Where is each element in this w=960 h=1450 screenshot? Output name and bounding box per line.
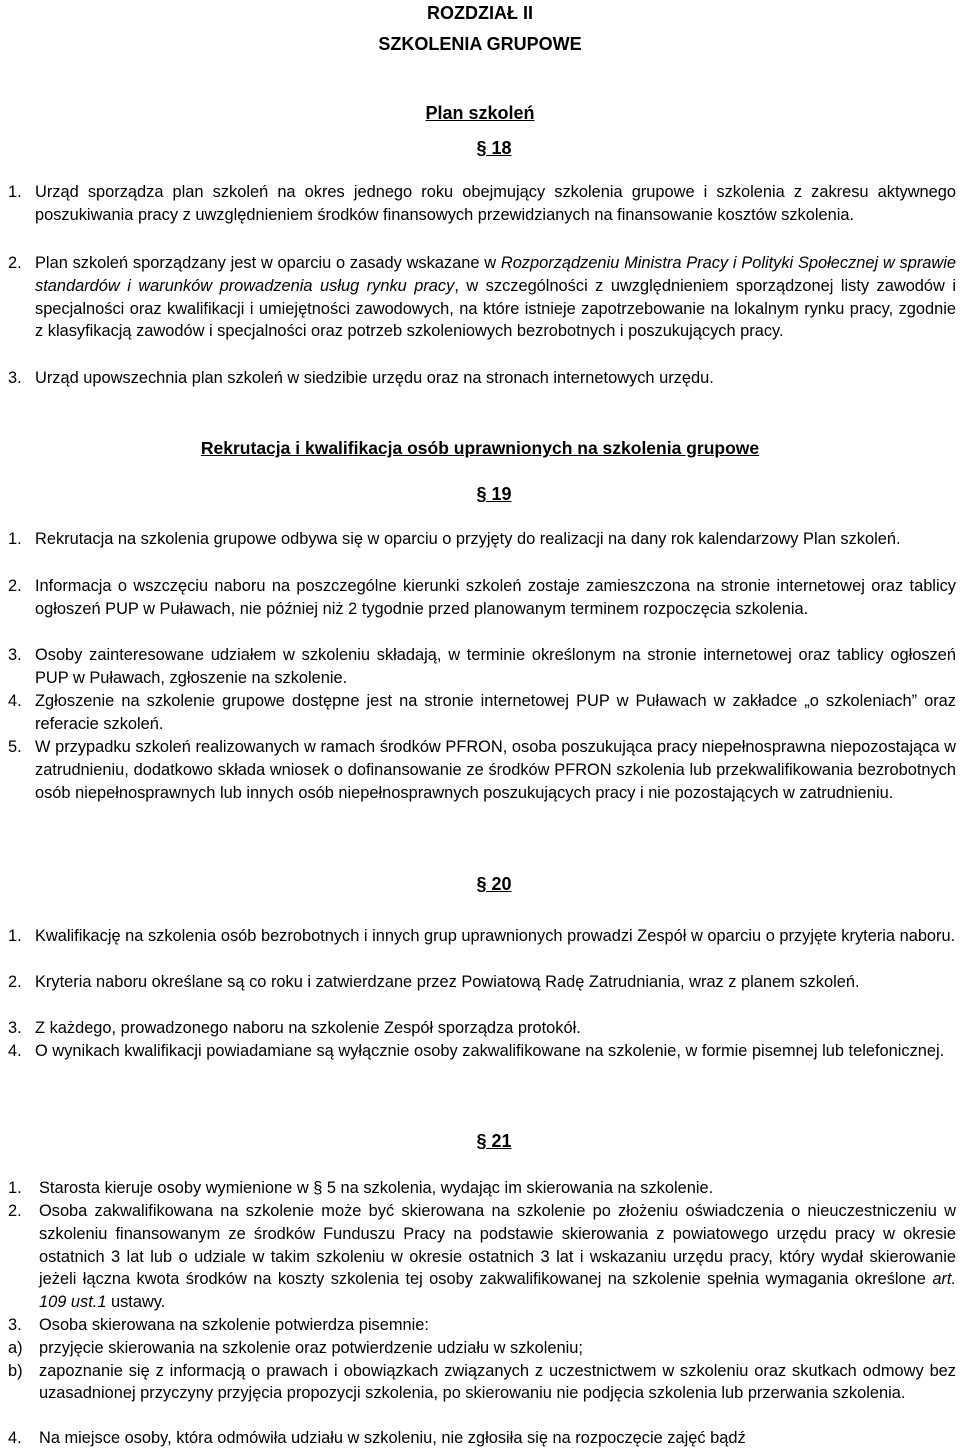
chapter-subtitle: SZKOLENIA GRUPOWE xyxy=(378,34,582,54)
legal-reference-italic: art. 109 ust.1 xyxy=(39,1270,956,1312)
list-item xyxy=(8,1177,956,1200)
item-text: Plan szkoleń sporządzany jest w oparciu o zasady wskazane w Rozporządzeniu Ministra Pracy i Polityki Społecznej w sprawie standardów i warunków prowadzenia usług rynku pracy, w szczególności z uwzględnieniem sporządzonej listy zawodów i specjalności oraz kwalifikacji i umiejętności zawodowych, na które istnieje zapotrzebowanie na lokalnym rynku pracy, zgodnie z klasyfikacją zawodów i specjalności oraz potrzeb szkoleniowych bezrobotnych i poszukujących pracy. xyxy=(35,254,957,341)
item-number: 4. xyxy=(8,692,22,710)
item-text: Kwalifikację na szkolenia osób bezrobotnych i innych grup uprawnionych prowadzi Zespół w oparciu o przyjęte kryteria naboru. xyxy=(35,927,956,945)
list-item xyxy=(8,367,956,390)
section-heading-recruitment: Rekrutacja i kwalifikacja osób uprawnionych na szkolenia grupowe xyxy=(200,438,760,458)
item-text: Starosta kieruje osoby wymienione w § 5 na szkolenia, wydając im skierowania na szkolenie. xyxy=(39,1179,714,1197)
item-text: Osoby zainteresowane udziałem w szkoleniu składają, w terminie określonym na stronie internetowej oraz tablicy ogłoszeń PUP w Puławach, zgłoszenie na szkolenie. xyxy=(35,646,956,687)
sub-list-item xyxy=(8,1337,956,1360)
chapter-title: ROZDZIAŁ II xyxy=(427,3,533,23)
list-item xyxy=(8,1017,956,1040)
item-number: 2. xyxy=(8,577,22,595)
item-number: 4. xyxy=(8,1429,22,1447)
item-number: 1. xyxy=(8,530,22,548)
item-number: 3. xyxy=(8,1316,22,1334)
section-heading-plan: Plan szkoleń xyxy=(425,103,535,123)
list-item xyxy=(8,971,956,994)
item-text: Zgłoszenie na szkolenie grupowe dostępne jest na stronie internetowej PUP w Puławach w zakładce „o szkoleniach” oraz referacie szkoleń. xyxy=(35,692,956,733)
item-lead-text: Osoba skierowana na szkolenie potwierdza pisemnie: xyxy=(39,1316,429,1334)
list-item xyxy=(8,690,956,736)
item-text: W przypadku szkoleń realizowanych w ramach środków PFRON, osoba poszukująca pracy niepełnosprawna niepozostająca w zatrudnieniu, dodatkowo składa wniosek o dofinansowanie ze środków PFRON szkolenia lub przekwalifikowania bezrobotnych osób niepełnosprawnych lub innych osób niepełnosprawnych poszukujących pracy i nie pozostających w zatrudnieniu. xyxy=(35,738,956,802)
item-text: Informacja o wszczęciu naboru na poszczególne kierunki szkoleń zostaje zamieszczona na stronie internetowej oraz tablicy ogłoszeń PUP w Puławach, nie później niż 2 tygodnie przed planowanym terminem rozpoczęcia szkolenia. xyxy=(35,577,956,618)
item-text xyxy=(8,1314,956,1405)
list-item xyxy=(8,528,956,551)
sub-item-text: przyjęcie skierowania na szkolenie oraz potwierdzenie udziału w szkoleniu; xyxy=(39,1338,583,1357)
item-number: 4. xyxy=(8,1042,22,1060)
paragraph-number-21: § 21 xyxy=(476,1131,512,1151)
paragraph-number-19: § 19 xyxy=(476,484,512,504)
item-number: 1. xyxy=(8,183,22,201)
item-number: 2. xyxy=(8,973,22,991)
item-text: O wynikach kwalifikacji powiadamiane są wyłącznie osoby zakwalifikowane na szkolenie, w formie pisemnej lub telefonicznej. xyxy=(35,1042,945,1060)
act-title-italic: Rozporządzeniu Ministra Pracy i Polityki Społecznej w sprawie standardów i warunków prowadzenia usług rynku pracy xyxy=(35,254,957,295)
item-number: 3. xyxy=(8,369,22,387)
list-item xyxy=(8,252,956,343)
list-item xyxy=(8,1314,956,1405)
sub-list-item xyxy=(8,1360,956,1406)
item-text: Kryteria naboru określane są co roku i zatwierdzane przez Powiatową Radę Zatrudniania, wraz z planem szkoleń. xyxy=(35,973,860,991)
paragraph-number-20: § 20 xyxy=(476,874,512,894)
sub-item-letter: b) xyxy=(8,1361,23,1380)
list-item xyxy=(8,181,956,227)
list-item xyxy=(8,575,956,621)
list-item xyxy=(8,925,956,948)
item-text: Z każdego, prowadzonego naboru na szkolenie Zespół sporządza protokół. xyxy=(35,1019,581,1037)
item-number: 5. xyxy=(8,738,22,756)
list-item xyxy=(8,1040,956,1063)
item-text: Urząd upowszechnia plan szkoleń w siedzibie urzędu oraz na stronach internetowych urzędu. xyxy=(35,369,714,387)
item-number: 3. xyxy=(8,646,22,664)
list-item xyxy=(8,644,956,690)
sub-item-letter: a) xyxy=(8,1338,23,1357)
paragraph-number-18: § 18 xyxy=(476,138,512,158)
item-number: 1. xyxy=(8,1179,22,1197)
item-number: 1. xyxy=(8,927,22,945)
list-item xyxy=(8,1200,956,1314)
item-text: Osoba zakwalifikowana na szkolenie może być skierowana na szkolenie po złożeniu oświadczenia o nieuczestniczeniu w szkoleniu finansowanym ze środków Funduszu Pracy na podstawie skierowania z powiatowego urzędu pracy w okresie ostatnich 3 lat lub o udziale w takim szkoleniu w okresie ostatnich 3 lat i wskazaniu urzędu pracy, który wydał skierowanie jeżeli łączna kwota środków na koszty szkolenia tej osoby zakwalifikowanej na szkolenie spełnia wymagania określone art. 109 ust.1 ustawy. xyxy=(39,1202,956,1312)
list-item xyxy=(8,736,956,804)
item-text: Na miejsce osoby, która odmówiła udziału w szkoleniu, nie zgłosiła się na rozpoczęcie zajęć bądź xyxy=(39,1429,746,1447)
item-number: 2. xyxy=(8,1202,22,1220)
item-number: 3. xyxy=(8,1019,22,1037)
item-number: 2. xyxy=(8,254,22,272)
list-item xyxy=(8,1427,956,1450)
item-text: Rekrutacja na szkolenia grupowe odbywa się w oparciu o przyjęty do realizacji na dany rok kalendarzowy Plan szkoleń. xyxy=(35,530,901,548)
item-text: Urząd sporządza plan szkoleń na okres jednego roku obejmujący szkolenia grupowe i szkolenia z zakresu aktywnego poszukiwania pracy z uwzględnieniem środków finansowych przewidzianych na finansowanie kosztów szkolenia. xyxy=(35,183,956,224)
sub-item-text: zapoznanie się z informacją o prawach i obowiązkach związanych z uczestnictwem w szkoleniu oraz skutkach odmowy bez uzasadnionej przyczyny przyjęcia propozycji szkolenia, po skierowaniu nie podjęcia szkolenia lub przerwania szkolenia. xyxy=(39,1361,956,1403)
